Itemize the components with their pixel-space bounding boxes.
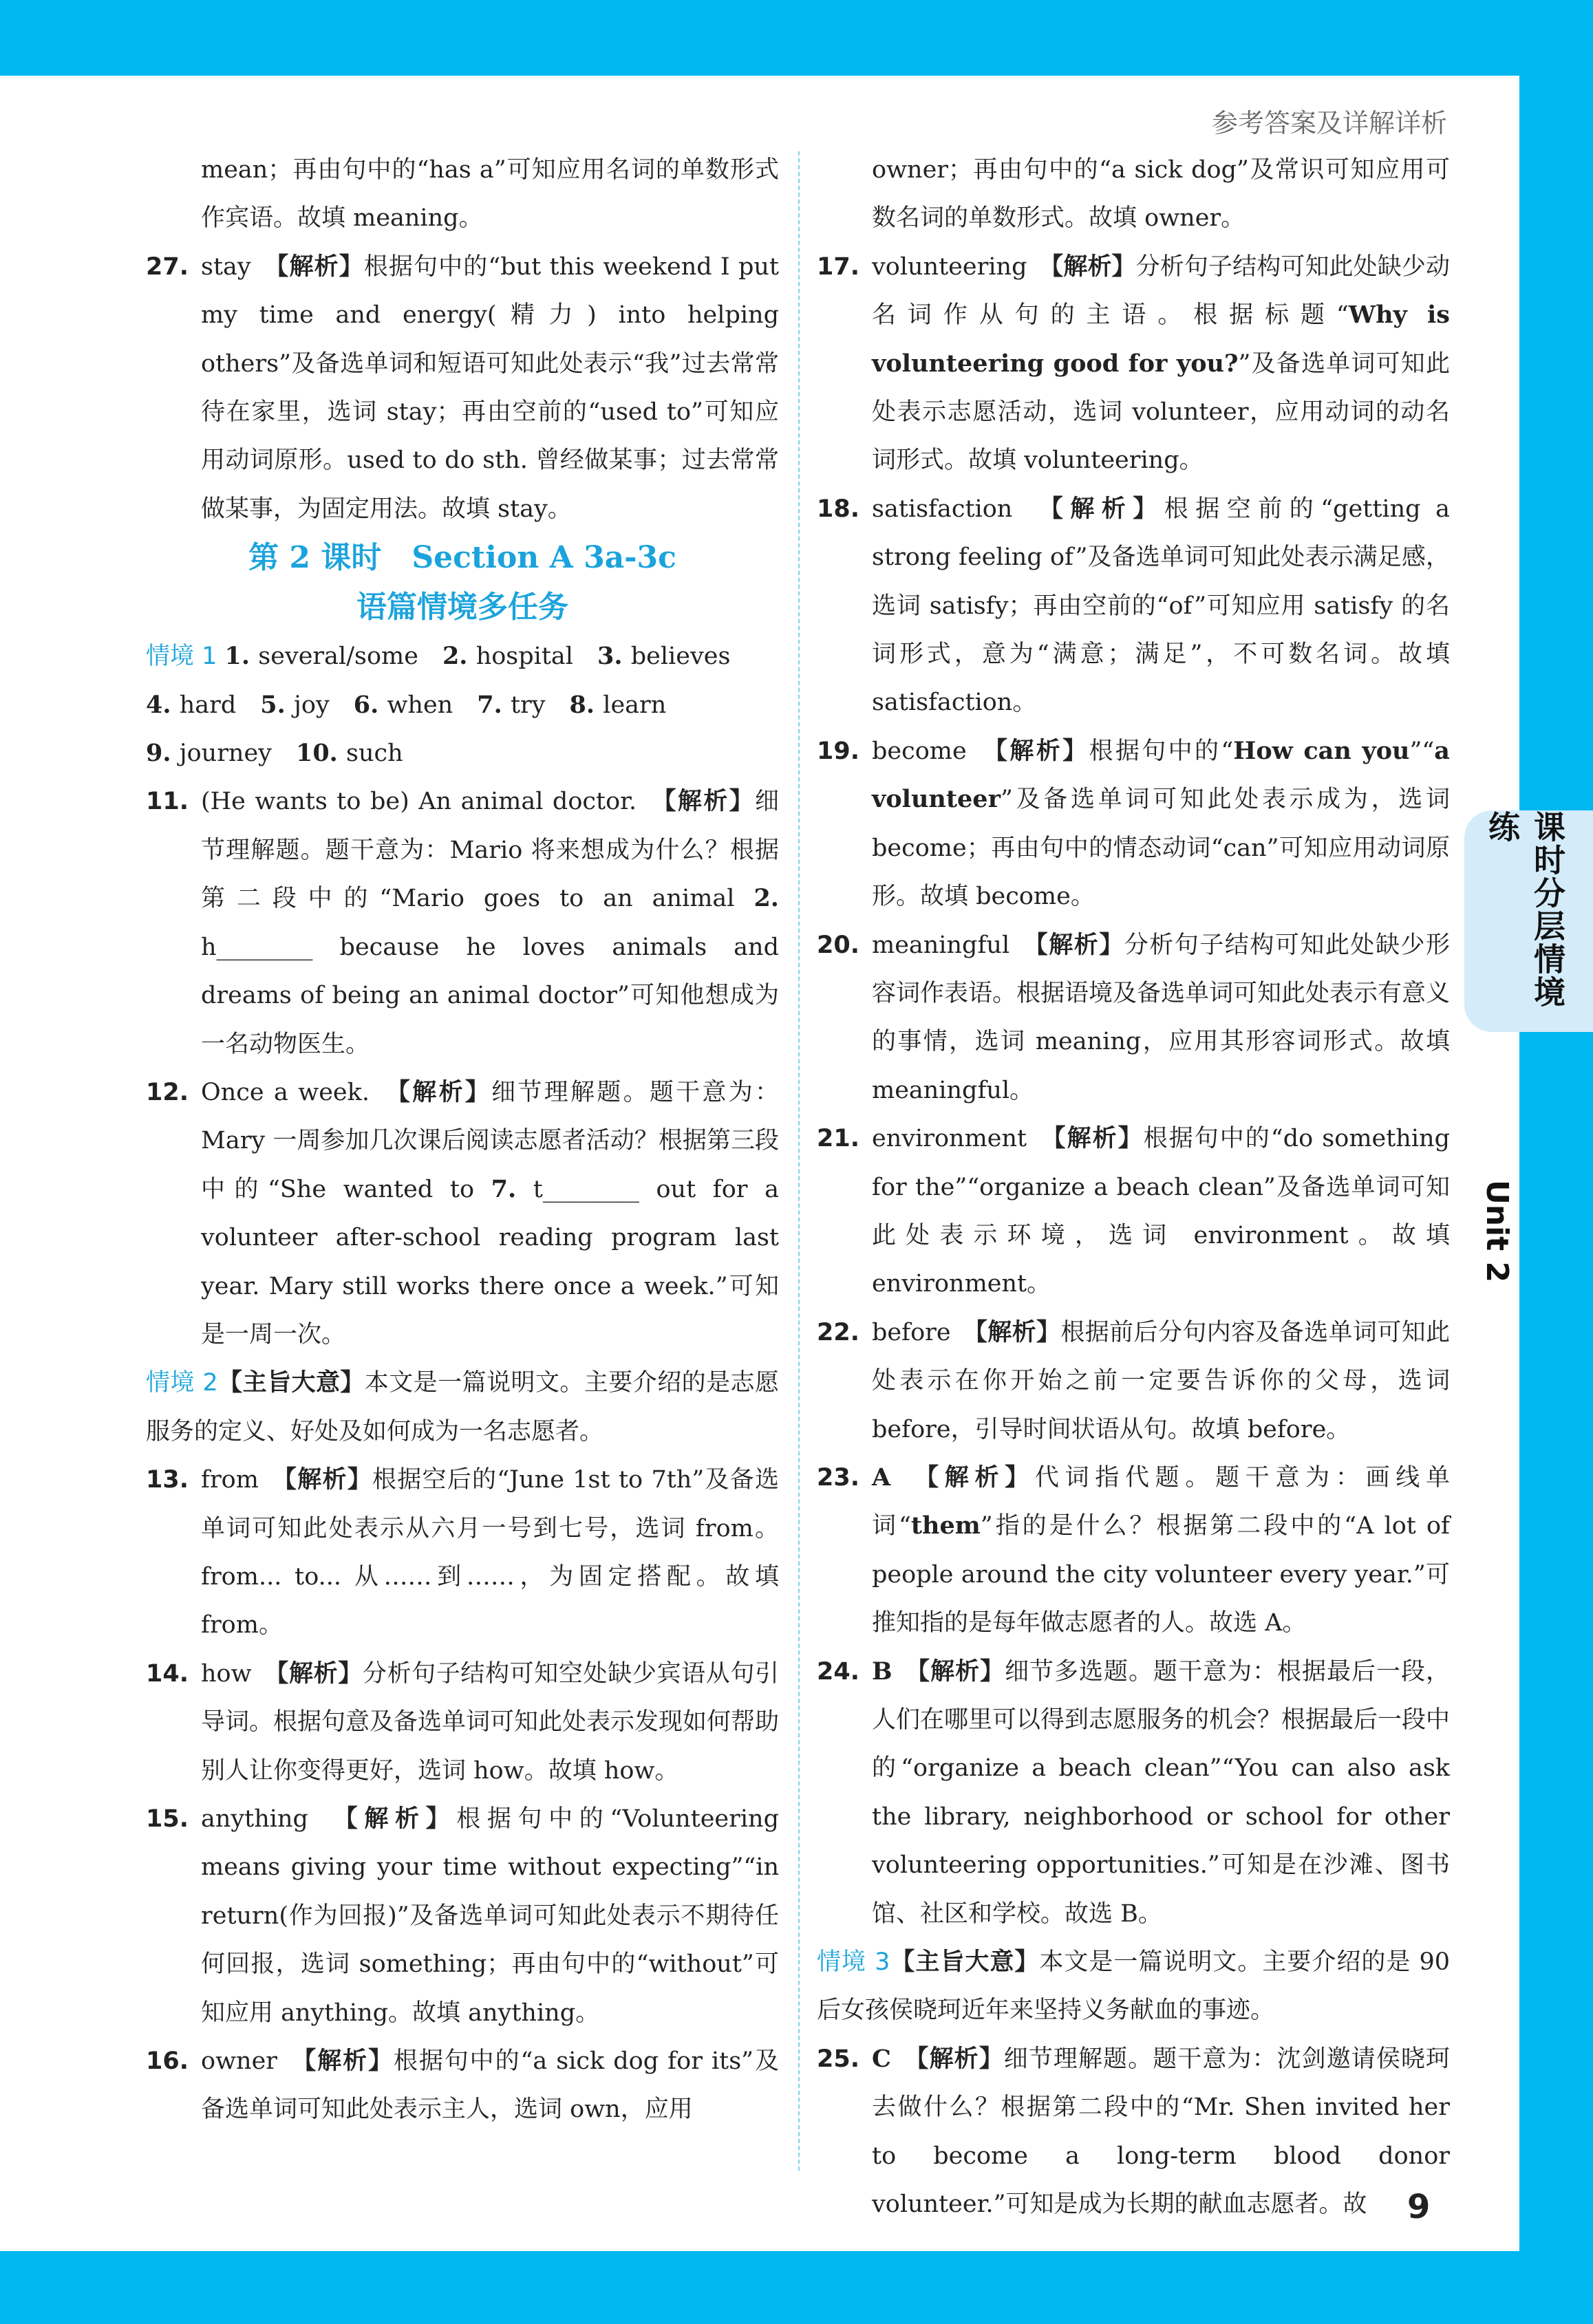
right-edge-strip: [1519, 0, 1593, 2324]
answer-paragraph: [146, 681, 779, 729]
right-column: [817, 146, 1450, 2228]
item-number: 24.: [817, 1657, 860, 1686]
item-number: 11.: [146, 788, 189, 816]
text-segment: C: [872, 2044, 917, 2073]
answer-paragraph: [817, 1938, 1450, 2035]
side-tab-label: 课时分层情境练: [1484, 810, 1566, 1009]
item-number: 25.: [817, 2045, 860, 2073]
item-number: 20.: [817, 931, 860, 959]
text-segment: 细节多选题。题干意为：根据最后一段，人们在哪里可以得到志愿服务的机会？根据最后一段中的“organize a beach clean”“You can also ask the library, neighborhood or school for other volunteering opportunities.”可知是在沙滩、图书馆、社区和学校。故选 B。: [872, 1657, 1451, 1928]
answer-paragraph: [146, 1359, 779, 1456]
text-segment: Why is volunteering good for you?: [872, 301, 1450, 378]
text-segment: joy: [294, 691, 354, 719]
answer-paragraph: [146, 146, 779, 243]
text-segment: such: [346, 740, 403, 768]
item-number: 21.: [817, 1125, 860, 1153]
item-number: 27.: [146, 252, 189, 281]
text-segment: anything: [201, 1805, 346, 1833]
item-number: 17.: [817, 252, 860, 281]
text-segment: 代词指代题。题干意为：画线单词“: [872, 1463, 1450, 1540]
text-segment: 6.: [353, 690, 387, 719]
text-segment: 根据空后的“June 1st to 7th”及备选单词可知此处表示从六月一号到七号，选词 from。from... to... 从……到……，为固定搭配。故填 from。: [201, 1466, 779, 1639]
text-segment: 9.: [146, 739, 180, 768]
text-segment: A: [872, 1463, 927, 1492]
text-segment: 根据空前的“getting a strong feeling of”及备选单词可知此处表示满足感，选词 satisfy；再由空前的“of”可知应用 satisfy 的名词形式，意为“满意；满足”，不可数名词。故填 satisfaction。: [872, 495, 1450, 717]
answer-paragraph: [817, 727, 1450, 921]
text-segment: 7.: [491, 1174, 517, 1203]
text-segment: become: [872, 737, 996, 765]
answer-paragraph: [817, 921, 1450, 1115]
item-number: 18.: [817, 495, 860, 523]
answer-paragraph: [146, 1068, 779, 1359]
text-segment: before: [872, 1318, 976, 1346]
text-segment: learn: [603, 691, 667, 719]
text-segment: (He wants to be) An animal doctor.: [201, 788, 664, 816]
text-segment: 分析句子结构可知空处缺少宾语从句引导词。根据句意及备选单词可知此处表示发现如何帮助别人让你变得更好，选词 how。故填 how。: [201, 1659, 780, 1785]
text-segment: how: [201, 1659, 277, 1688]
lesson-subtitle: 语篇情境多任务: [356, 590, 568, 625]
text-segment: them: [910, 1511, 981, 1540]
text-segment: 8.: [569, 690, 603, 719]
answer-paragraph: [817, 146, 1450, 243]
text-segment: 【解析】: [1054, 1124, 1144, 1153]
text-segment: 【解析】: [345, 1805, 457, 1833]
lesson-title: 第 2 课时 Section A 3a-3c: [248, 540, 676, 576]
text-segment: ”指的是什么？根据第二段中的“A lot of people around the city volunteer every year.”可推知指的是每年做志愿者的人。故选 A。: [872, 1512, 1450, 1637]
text-segment: from: [201, 1466, 285, 1494]
text-segment: 【解析】: [1051, 252, 1136, 281]
text-segment: meaningful: [872, 931, 1036, 959]
text-segment: environment: [872, 1125, 1054, 1153]
text-segment: journey: [179, 740, 296, 768]
answer-paragraph: [817, 485, 1450, 727]
text-segment: hard: [179, 691, 261, 719]
text-segment: hospital: [475, 643, 597, 671]
answer-paragraph: [146, 243, 779, 533]
text-segment: t________ out for a volunteer after-school reading program last year. Mary still works there once a week.”可知是一周一次。: [201, 1175, 780, 1348]
running-header: 参考答案及详解详析: [1211, 108, 1447, 138]
bottom-band: [0, 2251, 1593, 2324]
answer-paragraph: [146, 1456, 779, 1650]
text-segment: ”及备选单词可知此处表示成为，选词 become；再由句中的情态动词“can”可知应用动词原形。故填 become。: [872, 786, 1450, 911]
text-segment: 7.: [477, 690, 511, 719]
answer-paragraph: [817, 2035, 1450, 2229]
item-number: 23.: [817, 1463, 860, 1492]
text-segment: 5.: [260, 690, 295, 719]
left-column: [146, 146, 779, 2134]
text-segment: 【主旨大意】: [217, 1368, 365, 1397]
text-segment: 【解析】: [1051, 494, 1164, 523]
text-segment: 4.: [146, 690, 180, 719]
text-segment: ”“: [1409, 737, 1435, 765]
answer-paragraph: [146, 729, 779, 777]
top-band: [0, 0, 1593, 76]
text-segment: Once a week.: [201, 1078, 398, 1106]
context-label: 情境 3: [817, 1948, 890, 1977]
text-segment: 1.: [224, 642, 259, 671]
text-segment: 根据句中的“: [1089, 737, 1234, 765]
answer-paragraph: [817, 1115, 1450, 1309]
text-segment: 10.: [295, 739, 347, 768]
item-number: 13.: [146, 1466, 189, 1494]
text-segment: 根据句中的“a sick dog for its”及备选单词可知此处表示主人，选词 own，应用: [201, 2047, 779, 2124]
text-segment: satisfaction: [872, 495, 1051, 523]
text-segment: 【解析】: [303, 2047, 394, 2076]
text-segment: 分析句子结构可知此处缺少动名词作从句的主语。根据标题“: [872, 252, 1450, 330]
text-segment: when: [387, 691, 478, 719]
item-number: 19.: [817, 737, 860, 765]
text-segment: believes: [630, 643, 731, 671]
text-segment: 【解析】: [276, 1659, 363, 1688]
text-segment: 【解析】: [276, 252, 364, 281]
answer-paragraph: [817, 1648, 1450, 1938]
item-number: 12.: [146, 1078, 189, 1106]
side-tab: [1464, 810, 1593, 1032]
text-segment: B: [872, 1657, 918, 1686]
text-segment: try: [510, 691, 570, 719]
text-segment: 【解析】: [284, 1465, 372, 1494]
text-segment: mean；再由句中的“has a”可知应用名词的单数形式作宾语。故填 meaning。: [201, 156, 779, 233]
text-segment: stay: [201, 252, 277, 281]
text-segment: 【解析】: [926, 1463, 1035, 1492]
text-segment: h________ because he loves animals and dreams of being an animal doctor”可知他想成为一名动物医生。: [201, 933, 779, 1058]
item-number: 15.: [146, 1805, 189, 1833]
text-segment: volunteering: [872, 252, 1051, 281]
answer-paragraph: [146, 777, 779, 1068]
answer-paragraph: [817, 1454, 1450, 1648]
text-segment: 2.: [442, 642, 476, 671]
page-number: 9: [1407, 2188, 1431, 2226]
text-segment: 【解析】: [1036, 930, 1124, 959]
text-segment: ”及备选单词可知此处表示志愿活动，选词 volunteer，应用动词的动名词形式。故填 volunteering。: [872, 349, 1450, 475]
answer-paragraph: [146, 1650, 779, 1795]
column-divider: [798, 151, 800, 2171]
answer-paragraph: [146, 2037, 779, 2134]
item-number: 14.: [146, 1659, 189, 1688]
text-segment: owner: [201, 2047, 304, 2076]
text-segment: 【解析】: [917, 2044, 1004, 2073]
text-segment: 根据前后分句内容及备选单词可知此处表示在你开始之前一定要告诉你的父母，选词 before，引导时间状语从句。故填 before。: [872, 1318, 1450, 1443]
text-segment: 2.: [753, 884, 779, 913]
text-segment: 【解析】: [398, 1077, 492, 1106]
text-segment: 根据句中的“do something for the”“organize a beach clean”及备选单词可知此处表示环境，选词 environment。故填 environment。: [872, 1125, 1450, 1298]
text-segment: several/some: [258, 643, 442, 671]
text-segment: 细节理解题。题干意为：Mario 将来想成为什么？根据第二段中的“Mario goes to an animal: [201, 788, 779, 913]
text-segment: 本文是一篇说明文。主要介绍的是 90 后女孩侯晓珂近年来坚持义务献血的事迹。: [817, 1948, 1450, 2025]
text-segment: How can you: [1233, 736, 1410, 765]
answer-paragraph: [817, 1309, 1450, 1454]
text-segment: 本文是一篇说明文。主要介绍的是志愿服务的定义、好处及如何成为一名志愿者。: [146, 1369, 779, 1445]
text-segment: 3.: [597, 642, 631, 671]
text-segment: 细节理解题。题干意为：沈剑邀请侯晓珂去做什么？根据第二段中的“Mr. Shen invited her to become a long-term blood donor volunteer.”可知是成为长期的献血志愿者。故: [872, 2045, 1450, 2219]
item-number: 16.: [146, 2047, 189, 2076]
text-segment: 根据句中的“Volunteering means giving your time without expecting”“in return(作为回报)”及备选单词可知此处表示不期待任何回报，选词 something；再由句中的“without”可知应用 anything。故填 anything。: [201, 1805, 779, 2027]
text-segment: 根据句中的“but this weekend I put my time and energy(精力) into helping others”及备选单词和短语可知此处表示“我”过去常常待在家里，选词 stay；再由空前的“used to”可知应用动词原形。used to do sth. 曾经做某事；过去常常做某事，为固定用法。故填 stay。: [201, 252, 779, 523]
answer-paragraph: [817, 243, 1450, 485]
text-segment: 【主旨大意】: [890, 1948, 1040, 1977]
context-label: 情境 2: [146, 1369, 218, 1397]
answer-paragraph: [146, 632, 779, 680]
text-segment: 细节理解题。题干意为：Mary 一周参加几次课后阅读志愿者活动？根据第三段中的“She wanted to: [201, 1078, 779, 1203]
text-segment: owner；再由句中的“a sick dog”及常识可知应用可数名词的单数形式。故填 owner。: [872, 156, 1450, 233]
context-label: 情境 1: [146, 643, 225, 671]
text-segment: 【解析】: [917, 1657, 1005, 1686]
answer-paragraph: [146, 1795, 779, 2037]
unit-label: Unit 2: [1479, 1180, 1515, 1283]
text-segment: 【解析】: [663, 787, 755, 816]
text-segment: 分析句子结构可知此处缺少形容词作表语。根据语境及备选单词可知此处表示有意义的事情，选词 meaning，应用其形容词形式。故填 meaningful。: [872, 931, 1451, 1104]
item-number: 22.: [817, 1318, 860, 1346]
text-segment: a volunteer: [872, 736, 1450, 814]
text-segment: 【解析】: [995, 736, 1089, 765]
text-segment: 【解析】: [975, 1317, 1061, 1346]
